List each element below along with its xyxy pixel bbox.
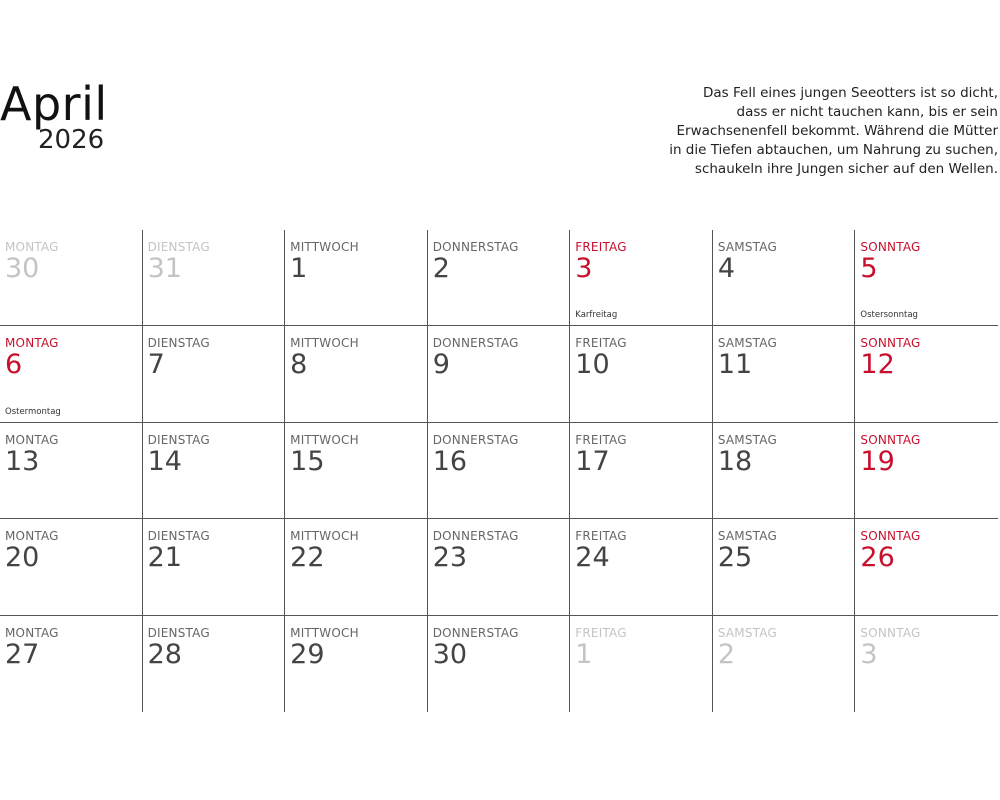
day-number: 31 <box>147 253 182 284</box>
calendar-day-cell[interactable] <box>143 423 286 519</box>
day-number: 2 <box>717 638 736 670</box>
calendar-day-cell[interactable] <box>285 230 428 326</box>
weekday-label: MITTWOCH <box>290 432 359 447</box>
day-number: 6 <box>5 349 23 381</box>
weekday-label: FREITAG <box>575 240 627 254</box>
weekday-label: MONTAG <box>5 625 59 640</box>
day-number: 14 <box>147 445 182 477</box>
weekday-label: DONNERSTAG <box>432 625 519 640</box>
fact-text: Das Fell eines jungen Seeotters ist so dicht, dass er nicht tauchen kann, bis er sein Erwachsenenfell bekommt. Während die Mütter in die Tiefen abtauchen, um Nahrung zu suchen, schaukeln ihre Jungen sicher auf den Wellen. <box>669 85 998 177</box>
weekday-label: MONTAG <box>5 432 59 447</box>
weekday-label: SONNTAG <box>860 625 921 640</box>
holiday-label: Karfreitag <box>575 310 618 321</box>
weekday-label: DONNERSTAG <box>432 432 519 447</box>
calendar-day-cell[interactable] <box>570 230 713 326</box>
day-number: 27 <box>5 638 40 670</box>
calendar-day-cell[interactable] <box>285 326 428 422</box>
weekday-label: DIENSTAG <box>147 625 210 640</box>
day-number: 5 <box>860 253 878 284</box>
weekday-label: SAMSTAG <box>717 529 777 544</box>
weekday-label: MONTAG <box>5 336 59 351</box>
weekday-label: FREITAG <box>575 625 627 640</box>
day-number: 15 <box>290 445 325 477</box>
day-number: 2 <box>432 253 450 284</box>
weekday-label: DIENSTAG <box>147 529 210 544</box>
calendar-day-cell[interactable] <box>0 519 143 615</box>
calendar-day-cell[interactable] <box>570 519 713 615</box>
day-number: 20 <box>5 542 40 574</box>
calendar-grid <box>0 230 998 712</box>
weekday-label: MITTWOCH <box>290 529 359 544</box>
holiday-label: Ostersonntag <box>860 310 918 321</box>
weekday-label: DONNERSTAG <box>432 529 519 544</box>
calendar-day-cell[interactable] <box>143 230 286 326</box>
weekday-label: FREITAG <box>575 432 627 447</box>
weekday-label: MONTAG <box>5 529 59 544</box>
calendar-day-cell[interactable] <box>855 519 998 615</box>
calendar-day-cell[interactable] <box>713 616 856 712</box>
calendar-day-cell[interactable] <box>0 326 143 422</box>
day-number: 23 <box>432 542 468 574</box>
day-number: 25 <box>717 542 753 574</box>
calendar-day-cell[interactable] <box>428 423 571 519</box>
calendar-day-cell[interactable] <box>713 423 856 519</box>
calendar-day-cell[interactable] <box>713 326 856 422</box>
weekday-label: MITTWOCH <box>290 336 359 351</box>
calendar-day-cell[interactable] <box>570 423 713 519</box>
calendar-day-cell[interactable] <box>0 616 143 712</box>
weekday-label: MITTWOCH <box>290 625 359 640</box>
day-number: 19 <box>860 445 895 477</box>
weekday-label: DIENSTAG <box>147 240 210 254</box>
weekday-label: DONNERSTAG <box>432 336 519 351</box>
day-number: 28 <box>147 638 182 670</box>
weekday-label: SAMSTAG <box>717 625 777 640</box>
day-number: 22 <box>290 542 325 574</box>
month-title: April <box>0 77 108 131</box>
day-number: 4 <box>717 253 736 284</box>
day-number: 26 <box>860 542 895 574</box>
day-number: 18 <box>717 445 753 477</box>
weekday-label: DIENSTAG <box>147 336 210 351</box>
calendar-day-cell[interactable] <box>285 519 428 615</box>
day-number: 30 <box>5 253 40 284</box>
day-number: 3 <box>575 253 593 284</box>
day-number: 1 <box>575 638 593 670</box>
calendar-day-cell[interactable] <box>855 616 998 712</box>
calendar-day-cell[interactable] <box>0 230 143 326</box>
weekday-label: SAMSTAG <box>717 336 777 351</box>
holiday-label: Ostermontag <box>5 406 61 417</box>
calendar-day-cell[interactable] <box>570 616 713 712</box>
weekday-label: FREITAG <box>575 529 627 544</box>
weekday-label: SONNTAG <box>860 240 921 254</box>
calendar-day-cell[interactable] <box>713 519 856 615</box>
calendar-day-cell[interactable] <box>285 616 428 712</box>
weekday-label: SONNTAG <box>860 336 921 351</box>
weekday-label: MITTWOCH <box>290 240 359 254</box>
calendar-day-cell[interactable] <box>143 616 286 712</box>
calendar-day-cell[interactable] <box>428 616 571 712</box>
year-label: 2026 <box>38 125 105 155</box>
calendar-day-cell[interactable] <box>143 326 286 422</box>
day-number: 10 <box>575 349 610 381</box>
day-number: 16 <box>432 445 468 477</box>
calendar-day-cell[interactable] <box>428 230 571 326</box>
weekday-label: SONNTAG <box>860 432 921 447</box>
weekday-label: SONNTAG <box>860 529 921 544</box>
weekday-label: DONNERSTAG <box>432 240 519 254</box>
day-number: 17 <box>575 445 610 477</box>
day-number: 7 <box>147 349 165 381</box>
calendar-day-cell[interactable] <box>428 519 571 615</box>
calendar-day-cell[interactable] <box>713 230 856 326</box>
weekday-label: MONTAG <box>5 240 59 254</box>
day-number: 30 <box>432 638 468 670</box>
day-number: 24 <box>575 542 610 574</box>
day-number: 3 <box>860 638 878 670</box>
day-number: 11 <box>717 349 753 381</box>
weekday-label: DIENSTAG <box>147 432 210 447</box>
weekday-label: SAMSTAG <box>717 432 777 447</box>
calendar-day-cell[interactable] <box>428 326 571 422</box>
calendar-day-cell[interactable] <box>855 230 998 326</box>
day-number: 8 <box>290 349 308 381</box>
day-number: 12 <box>860 349 895 381</box>
weekday-label: SAMSTAG <box>717 240 777 254</box>
weekday-label: FREITAG <box>575 336 627 351</box>
calendar-day-cell[interactable] <box>285 423 428 519</box>
calendar-day-cell[interactable] <box>143 519 286 615</box>
calendar-day-cell[interactable] <box>570 326 713 422</box>
calendar-day-cell[interactable] <box>855 326 998 422</box>
day-number: 21 <box>147 542 182 574</box>
day-number: 9 <box>432 349 450 381</box>
day-number: 29 <box>290 638 325 670</box>
day-number: 13 <box>5 445 40 477</box>
day-number: 1 <box>290 253 308 284</box>
calendar-day-cell[interactable] <box>0 423 143 519</box>
calendar-day-cell[interactable] <box>855 423 998 519</box>
